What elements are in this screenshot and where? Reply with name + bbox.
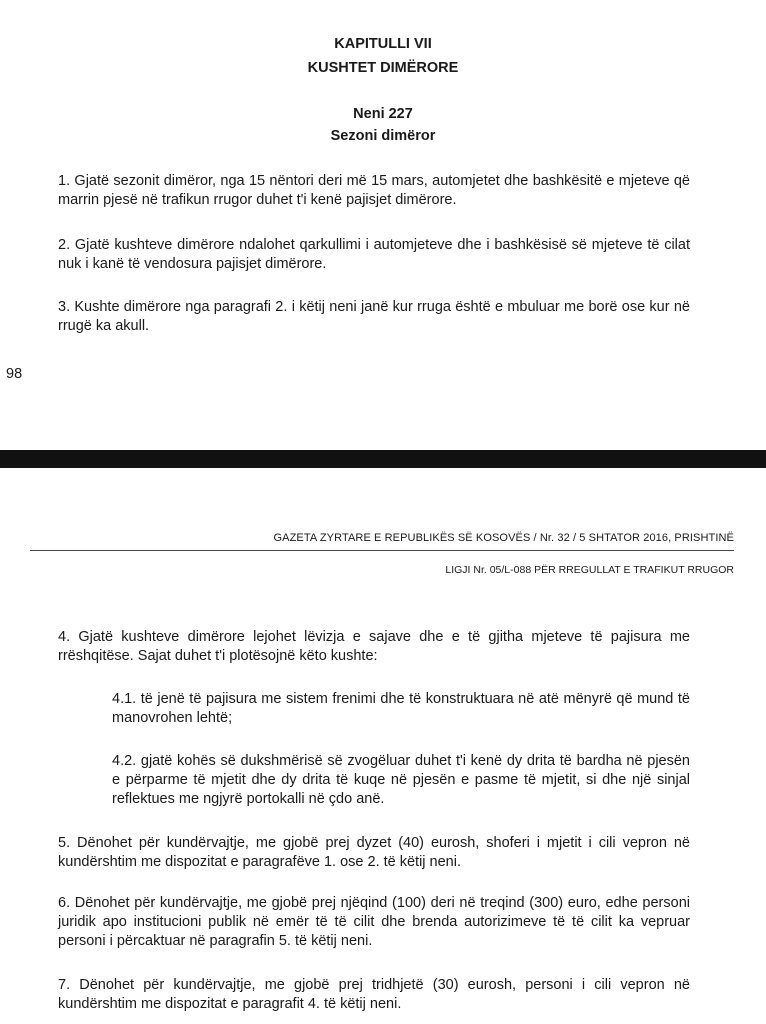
paragraph-3: 3. Kushte dimërore nga paragrafi 2. i këtij neni janë kur rruga është e mbuluar me borë ose kur në rrugë ka akull. <box>58 299 690 334</box>
document-page-top <box>0 0 766 440</box>
article-subtitle: Sezoni dimëror <box>330 128 436 144</box>
paragraph-5: 5. Dënohet për kundërvajtje, me gjobë prej dyzet (40) eurosh, shoferi i mjetit i cili vepron në kundërshtim me dispozitat e paragrafëve 1. ose 2. të këtij neni. <box>58 835 690 870</box>
page-number: 98 <box>6 366 23 382</box>
paragraph-1: 1. Gjatë sezonit dimëror, nga 15 nëntori deri më 15 mars, automjetet dhe bashkësitë e mjeteve që marrin pjesë në trafikun rrugor duhet t'i kenë pajisjet dimërore. <box>58 173 690 208</box>
paragraph-7: 7. Dënohet për kundërvajtje, me gjobë prej tridhjetë (30) eurosh, personi i cili vepron në kundërshtim me dispozitat e paragrafit 4. të këtij neni. <box>58 977 690 1012</box>
chapter-subtitle: KUSHTET DIMËRORE <box>307 60 459 76</box>
header-rule <box>30 550 734 551</box>
paragraph-4: 4. Gjatë kushteve dimërore lejohet lëvizja e sajave dhe e të gjitha mjeteve të pajisura me rrëshqitëse. Sajat duhet t'i plotësojnë këto kushte: <box>58 629 690 664</box>
law-reference: LIGJI Nr. 05/L-088 PËR RREGULLAT E TRAFIKUT RRUGOR <box>445 564 734 576</box>
gazette-header: GAZETA ZYRTARE E REPUBLIKËS SË KOSOVËS / Nr. 32 / 5 SHTATOR 2016, PRISHTINË <box>273 532 734 544</box>
paragraph-4-2: 4.2. gjatë kohës së dukshmërisë së zvogëluar duhet t'i kenë dy drita të bardha në pjesën e përparme të mjetit dhe dy drita të kuqe në pjesën e pasme të mjetit, si dhe një sinjal reflektues me ngjyrë portokalli në çdo anë. <box>112 753 690 807</box>
page-divider-bar <box>0 450 766 468</box>
paragraph-2: 2. Gjatë kushteve dimërore ndalohet qarkullimi i automjeteve dhe i bashkësisë së mjeteve të cilat nuk i kanë të vendosura pajisjet dimërore. <box>58 237 690 272</box>
paragraph-6: 6. Dënohet për kundërvajtje, me gjobë prej njëqind (100) deri në treqind (300) euro, edhe personi juridik apo institucioni publik në emër të të cilit dhe brenda autorizimeve të të cilit ka vepruar personi i përcaktuar në paragrafin 5. të këtij neni. <box>58 895 690 949</box>
article-title: Neni 227 <box>353 106 413 122</box>
paragraph-4-1: 4.1. të jenë të pajisura me sistem frenimi dhe të konstruktuara në atë mënyrë që mund të manovrohen lehtë; <box>112 691 690 726</box>
chapter-title: KAPITULLI VII <box>334 36 432 52</box>
